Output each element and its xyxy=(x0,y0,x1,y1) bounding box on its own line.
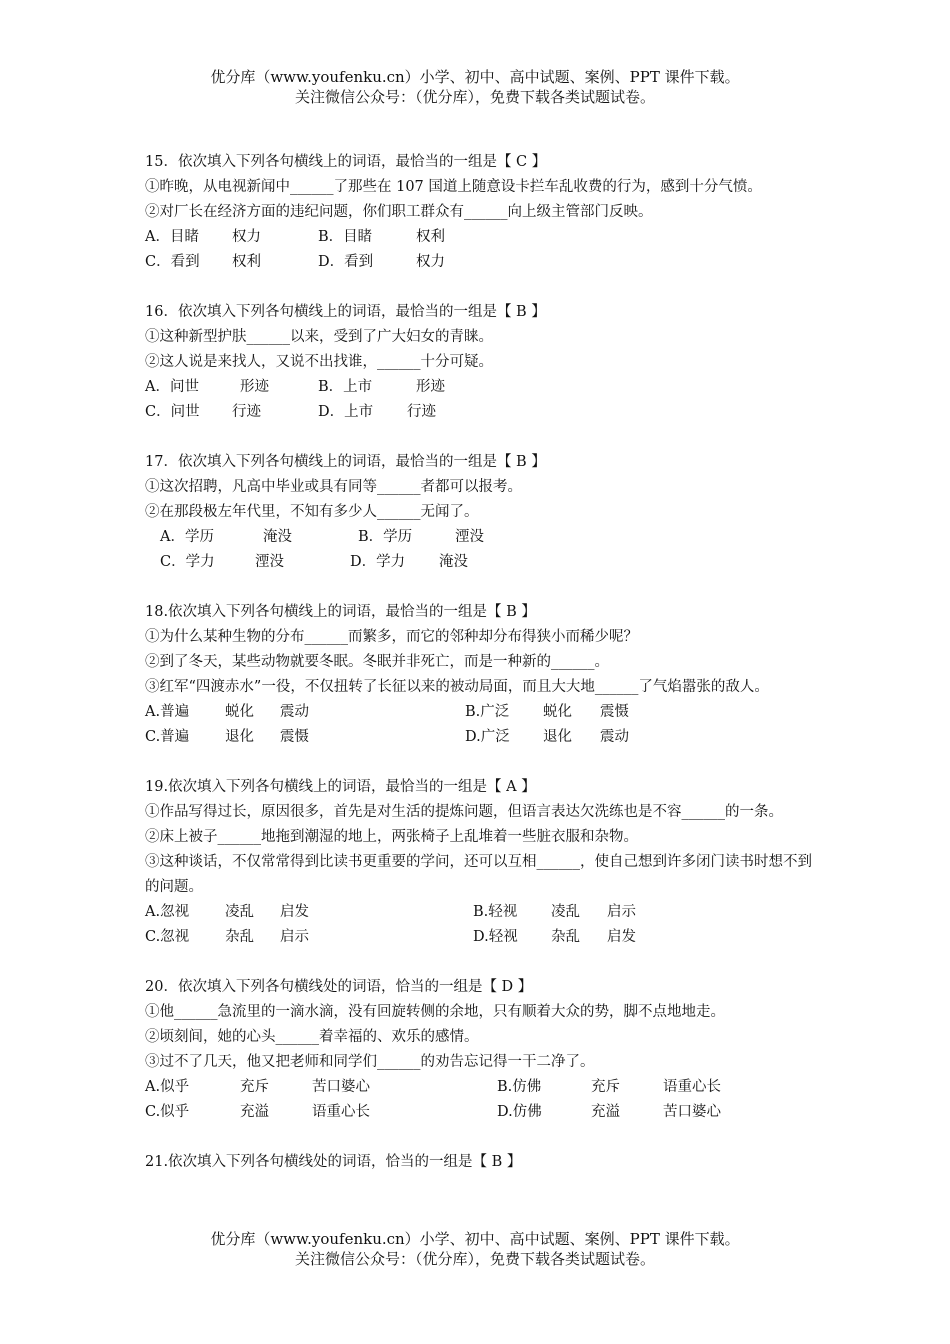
option-b-word2: 形迹 xyxy=(416,379,445,395)
question-stem: 16．依次填入下列各句横线上的词语，最恰当的一组是【 B 】 xyxy=(145,304,546,320)
question-item: ①为什么某种生物的分布______而繁多，而它的邻种却分布得狭小而稀少呢？ xyxy=(145,629,638,645)
option-row xyxy=(145,550,815,575)
option-b-word1: B．目睹 xyxy=(318,229,373,245)
option-b-word3: 启示 xyxy=(607,904,636,920)
question-item: ②对厂长在经济方面的违纪问题，你们职工群众有______向上级主管部门反映。 xyxy=(145,204,653,220)
question-19 xyxy=(145,775,815,950)
option-b-word3: 震慑 xyxy=(600,704,629,720)
option-a-word1: A.普遍 xyxy=(145,704,190,720)
option-c-word2: 权利 xyxy=(232,254,261,270)
question-item: ①这次招聘，凡高中毕业或具有同等______者都可以报考。 xyxy=(145,479,522,495)
option-c-word2: 行迹 xyxy=(232,404,261,420)
option-b-word3: 语重心长 xyxy=(663,1079,721,1095)
option-d-word2: 退化 xyxy=(543,729,572,745)
option-a-word2: 蜕化 xyxy=(225,704,254,720)
option-d-word1: D．上市 xyxy=(318,404,374,420)
option-d-word1: D.轻视 xyxy=(473,929,518,945)
option-d-word2: 行迹 xyxy=(407,404,436,420)
option-d-word3: 震动 xyxy=(600,729,629,745)
option-c-word1: C．问世 xyxy=(145,404,200,420)
option-d-word2: 权力 xyxy=(416,254,445,270)
option-b-word1: B．上市 xyxy=(318,379,373,395)
option-c-word1: C．看到 xyxy=(145,254,200,270)
question-15 xyxy=(145,150,815,275)
option-row xyxy=(145,400,815,425)
option-row xyxy=(145,700,815,725)
option-a-word1: A.忽视 xyxy=(145,904,190,920)
option-b-word1: B.仿佛 xyxy=(497,1079,542,1095)
question-item: ②在那段极左年代里，不知有多少人______无闻了。 xyxy=(145,504,479,520)
option-a-word1: A．问世 xyxy=(145,379,199,395)
page-footer xyxy=(0,1229,950,1269)
option-d-word1: D．学力 xyxy=(350,554,406,570)
question-20 xyxy=(145,975,815,1125)
header-line-1: 优分库（www.youfenku.cn）小学、初中、高中试题、案例、PPT 课件下载。 xyxy=(210,68,740,86)
question-item: ②顷刻间，她的心头______着幸福的、欢乐的感情。 xyxy=(145,1029,479,1045)
option-d-word1: D.广泛 xyxy=(465,729,510,745)
question-item: ③这种谈话，不仅常常得到比读书更重要的学问，还可以互相______，使自己想到许多闭门读书时想不到的问题。 xyxy=(145,854,812,895)
option-row xyxy=(145,1075,815,1100)
option-b-word2: 充斥 xyxy=(591,1079,620,1095)
header-line-2: 关注微信公众号：（优分库），免费下载各类试题试卷。 xyxy=(294,88,655,106)
question-item: ②到了冬天，某些动物就要冬眠。冬眠并非死亡，而是一种新的______。 xyxy=(145,654,609,670)
option-d-word2: 充溢 xyxy=(591,1104,620,1120)
option-a-word1: A．目睹 xyxy=(145,229,199,245)
option-c-word1: C.似乎 xyxy=(145,1104,190,1120)
question-stem: 19.依次填入下列各句横线上的词语，最恰当的一组是【 A 】 xyxy=(145,779,536,795)
option-c-word1: C.忽视 xyxy=(145,929,190,945)
option-d-word3: 启发 xyxy=(607,929,636,945)
option-b-word2: 权利 xyxy=(416,229,445,245)
option-row xyxy=(145,725,815,750)
option-c-word1: C．学力 xyxy=(160,554,215,570)
option-a-word3: 震动 xyxy=(280,704,309,720)
option-row xyxy=(145,1100,815,1125)
option-b-word1: B.轻视 xyxy=(473,904,518,920)
option-c-word1: C.普遍 xyxy=(145,729,190,745)
question-16 xyxy=(145,300,815,425)
option-b-word2: 凌乱 xyxy=(551,904,580,920)
footer-line-1: 优分库（www.youfenku.cn）小学、初中、高中试题、案例、PPT 课件下载。 xyxy=(210,1230,740,1248)
question-item: ①昨晚，从电视新闻中______了那些在 107 国道上随意设卡拦车乱收费的行为，感到十分气愤。 xyxy=(145,179,762,195)
option-a-word1: A．学历 xyxy=(160,529,214,545)
option-c-word2: 退化 xyxy=(225,729,254,745)
question-17 xyxy=(145,450,815,575)
option-b-word2: 蜕化 xyxy=(543,704,572,720)
option-c-word3: 启示 xyxy=(280,929,309,945)
option-a-word1: A.似乎 xyxy=(145,1079,190,1095)
question-18 xyxy=(145,600,815,750)
option-c-word2: 湮没 xyxy=(255,554,284,570)
option-row xyxy=(145,525,815,550)
option-c-word3: 语重心长 xyxy=(312,1104,370,1120)
question-item: ①作品写得过长，原因很多，首先是对生活的提炼问题，但语言表达欠洗练也是不容______的一条。 xyxy=(145,804,783,820)
option-row xyxy=(145,375,815,400)
question-list xyxy=(145,150,815,1200)
option-a-word2: 淹没 xyxy=(263,529,292,545)
option-b-word1: B．学历 xyxy=(358,529,413,545)
question-stem: 20．依次填入下列各句横线处的词语，恰当的一组是【 D 】 xyxy=(145,979,533,995)
option-row xyxy=(145,925,815,950)
page-header xyxy=(0,67,950,107)
option-d-word1: D．看到 xyxy=(318,254,374,270)
footer-line-2: 关注微信公众号：（优分库），免费下载各类试题试卷。 xyxy=(294,1250,655,1268)
option-d-word2: 杂乱 xyxy=(551,929,580,945)
option-a-word2: 形迹 xyxy=(240,379,269,395)
option-a-word3: 启发 xyxy=(280,904,309,920)
option-b-word1: B.广泛 xyxy=(465,704,510,720)
option-row xyxy=(145,225,815,250)
option-row xyxy=(145,900,815,925)
option-a-word2: 充斥 xyxy=(240,1079,269,1095)
question-stem: 21.依次填入下列各句横线处的词语，恰当的一组是【 B 】 xyxy=(145,1154,522,1170)
option-a-word3: 苦口婆心 xyxy=(312,1079,370,1095)
option-row xyxy=(145,250,815,275)
question-item: ①他______急流里的一滴水滴，没有回旋转侧的余地，只有顺着大众的势，脚不点地地走。 xyxy=(145,1004,725,1020)
option-c-word2: 杂乱 xyxy=(225,929,254,945)
question-item: ③过不了几天，他又把老师和同学们______的劝告忘记得一干二净了。 xyxy=(145,1054,595,1070)
question-item: ③红军“四渡赤水”一役，不仅扭转了长征以来的被动局面，而且大大地______了气焰嚣张的敌人。 xyxy=(145,679,769,695)
question-stem: 17．依次填入下列各句横线上的词语，最恰当的一组是【 B 】 xyxy=(145,454,546,470)
question-item: ①这种新型护肤______以来，受到了广大妇女的青睐。 xyxy=(145,329,493,345)
question-item: ②床上被子______地拖到潮湿的地上，两张椅子上乱堆着一些脏衣服和杂物。 xyxy=(145,829,638,845)
option-c-word2: 充溢 xyxy=(240,1104,269,1120)
option-c-word3: 震慑 xyxy=(280,729,309,745)
option-d-word3: 苦口婆心 xyxy=(663,1104,721,1120)
question-stem: 15．依次填入下列各句横线上的词语，最恰当的一组是【 C 】 xyxy=(145,154,547,170)
option-a-word2: 凌乱 xyxy=(225,904,254,920)
option-d-word1: D.仿佛 xyxy=(497,1104,542,1120)
option-a-word2: 权力 xyxy=(232,229,261,245)
question-21 xyxy=(145,1150,815,1175)
question-stem: 18.依次填入下列各句横线上的词语，最恰当的一组是【 B 】 xyxy=(145,604,536,620)
option-d-word2: 淹没 xyxy=(439,554,468,570)
question-item: ②这人说是来找人，又说不出找谁，______十分可疑。 xyxy=(145,354,493,370)
option-b-word2: 湮没 xyxy=(455,529,484,545)
